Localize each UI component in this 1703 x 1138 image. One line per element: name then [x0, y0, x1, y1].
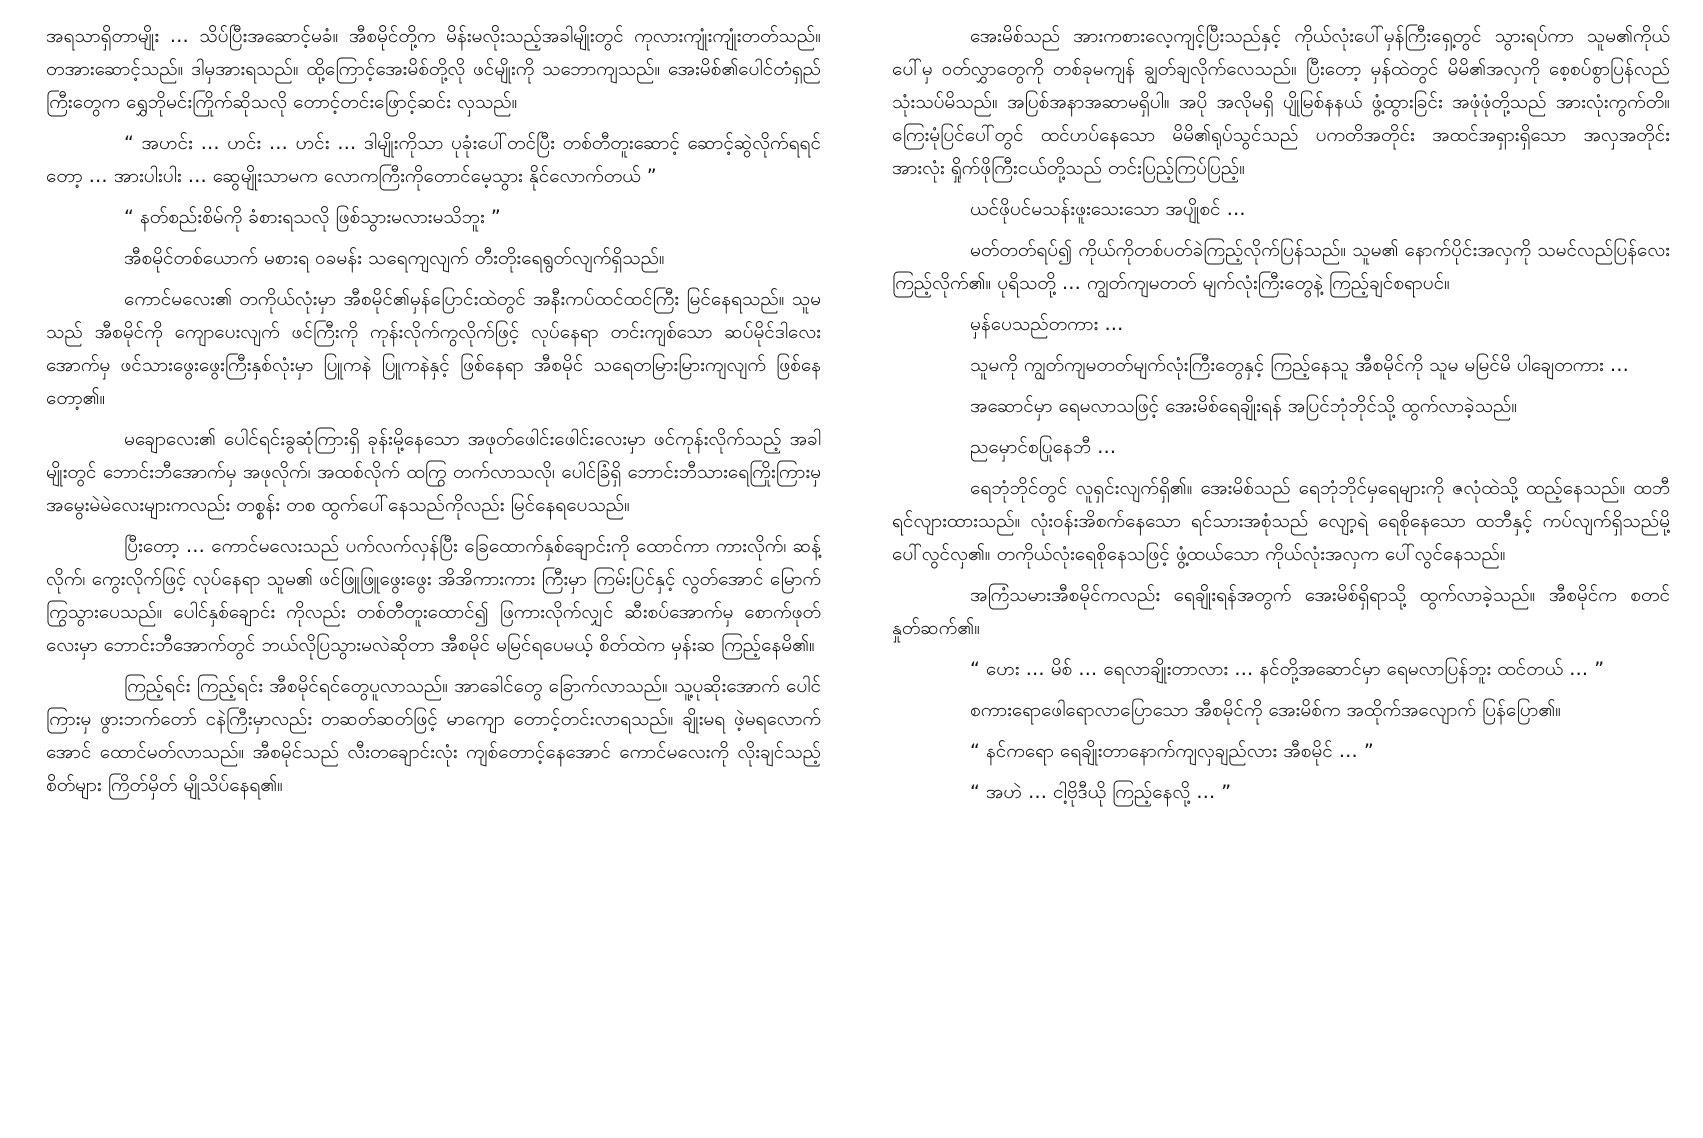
paragraph: စကားရောဖေါရောလာပြောသော အီစမိုင်ကို အေးမိစ်က အထိုက်အလျောက် ပြန်ပြော၏။	[970, 699, 1562, 721]
paragraph: အီစမိုင်တစ်ယောက် မစားရ ဝခမန်း သရေကျလျက် တီးတိုးရေရွတ်လျက်ရှိသည်။	[124, 247, 665, 269]
paragraph: ယင်ဖိုပင်မသန်းဖူးသေးသော အပျိုစင် …	[970, 198, 1246, 220]
left-page	[46, 20, 821, 810]
paragraph: ညမှောင်စပြုနေဘီ …	[970, 436, 1117, 458]
paragraph: “ အဟဲ … ငါ့ဗိုဒီယို ကြည့်နေလို့ … ”	[970, 781, 1232, 803]
paragraph: သူမကို ကျွတ်ကျမတတ်မျက်လုံးကြီးတွေနှင့် ကြည့်နေသူ အီစမိုင်ကို သူမ မမြင်မိ ပါချေတကား …	[970, 354, 1629, 376]
paragraph: အေးမိစ်သည် အားကစားလေ့ကျင့်ပြီးသည်နှင့် ကိုယ်လုံးပေါ်မှန်ကြီးရှေ့တွင် သွားရပ်ကာ သူမ၏ကိုယ်ပေါ်မှ ဝတ်လွှာတွေကို တစ်ခုမကျန် ချွတ်ချလိုက်လေသည်။ ပြီးတော့ မှန်ထဲတွင် မိမိ၏အလှကို စေ့စပ်စွာပြန်လည်သုံးသပ်မိသည်။ အပြစ်အနာအဆာမရှိပါ။ အပို အလိုမရှိ ပျိုမြစ်နနယ် ဖွံ့ထွားခြင်း အဖုံဖုံတို့သည် အားလုံးကွက်တိ။ ကြေးမုံပြင်ပေါ်တွင် ထင်ဟပ်နေသော မိမိ၏ရုပ်သွင်သည် ပကတိအတိုင်း အထင်အရှားရှိသော အလှအတိုင်း အားလုံး ရှိုက်ဖိုကြီးငယ်တို့သည် တင်းပြည့်ကြပ်ပြည့်။	[892, 25, 1670, 179]
paragraph: အကြံသမားအီစမိုင်ကလည်း ရေချိုးရန်အတွက် အေးမိစ်ရှိရာသို့ ထွက်လာခဲ့သည်။ အီစမိုင်က စတင်နှုတ်ဆက်၏။	[892, 584, 1670, 639]
paragraph: အရသာရှိတာမျိုး … သိပ်ပြီးအဆောင့်မခံ။ အီစမိုင်တို့က မိန်းမလိုးသည့်အခါမျိုးတွင် ကုလားကျုံးကျုံးတတ်သည်။ တအားဆောင့်သည်။ ဒါမှအားရသည်။ ထို့ကြောင့်အေးမိစ်တို့လို ဖင်မျိုးကို သဘောကျသည်။ အေးမိစ်၏ပေါင်တံရှည်ကြီးတွေက ရွှေဘိုမင်းကြိုက်ဆိုသလို တောင့်တင်းဖြောင့်ဆင်း လှသည်။	[46, 25, 821, 113]
paragraph: ကောင်မလေး၏ တကိုယ်လုံးမှာ အီစမိုင်၏မှန်ပြောင်းထဲတွင် အနီးကပ်ထင်ထင်ကြီး မြင်နေရသည်။ သူမသည် အီစမိုင်ကို ကျောပေးလျက် ဖင်ကြီးကို ကုန်းလိုက်ကွလိုက်ဖြင့် လုပ်နေရာ တင်းကျစ်သော ဆပ်မိုင်ဒါလေးအောက်မှ ဖင်သားဖွေးဖွေးကြီးနှစ်လုံးမှာ ပြူကနဲ ပြူကနဲနှင့် ဖြစ်နေရာ အီစမိုင် သရေတမြားမြားကျလျက် ဖြစ်နေတော့၏။	[46, 288, 821, 409]
paragraph: မှန်ပေသည်တကား …	[970, 313, 1124, 335]
paragraph: မချောလေး၏ ပေါင်ရင်းခွဆုံကြားရှိ ခုန်းမို့နေသော အဖုတ်ဖေါင်းဖေါင်းလေးမှာ ဖင်ကုန်းလိုက်သည့် အခါမျိုးတွင် ဘောင်းဘီအောက်မှ အဖုလိုက်၊ အထစ်လိုက် ထကြွ တက်လာသလို၊ ပေါင်ခြံရှိ ဘောင်းဘီသားရေကြိုးကြားမှ အမွေးမဲမဲလေးများကလည်း တစ္စန်း တစ ထွက်ပေါ်နေသည်ကိုလည်း မြင်နေရပေသည်။	[46, 428, 821, 516]
paragraph: ကြည့်ရင်း ကြည့်ရင်း အီစမိုင်ရင်တွေပူလာသည်။ အာခေါင်တွေ ခြောက်လာသည်။ သူ့ပုဆိုးအောက် ပေါင်ကြားမှ ဖွားဘက်တော် ငနဲကြီးမှာလည်း တဆတ်ဆတ်ဖြင့် မာကျော တောင့်တင်းလာရသည်။ ချိုးမရ ဖဲ့မရလောက်အောင် ထောင်မတ်လာသည်။ အီစမိုင်သည် လီးတချောင်းလုံး ကျစ်တောင့်နေအောင် ကောင်မလေးကို လိုးချင်သည့်စိတ်များ ကြိတ်မှိတ် မျိုသိပ်နေရ၏။	[46, 675, 821, 796]
paragraph: “ နင်ကရော ရေချိုးတာနောက်ကျလှချည်လား အီစမိုင် … ”	[970, 740, 1374, 762]
paragraph: မတ်တတ်ရပ်၍ ကိုယ်ကိုတစ်ပတ်ခဲကြည့်လိုက်ပြန်သည်။ သူမ၏ နောက်ပိုင်းအလှကို သမင်လည်ပြန်လေး ကြည့်လိုက်၏။ ပုရိသတို့ … ကျွတ်ကျမတတ် မျက်လုံးကြီးတွေနဲ့ ကြည့်ချင်စရာပင်။	[892, 239, 1670, 294]
paragraph: “ နတ်စည်းစိမ်ကို ခံစားရသလို ဖြစ်သွားမလားမသိဘူး ”	[124, 206, 501, 228]
paragraph: “ ဟေး … မိစ် … ရေလာချိုးတာလား … နင်တို့အဆောင်မှာ ရေမလာပြန်ဘူး ထင်တယ် … ”	[970, 658, 1605, 680]
paragraph: ပြီးတော့ … ကောင်မလေးသည် ပက်လက်လှန်ပြီး ခြေထောက်နှစ်ချောင်းကို ထောင်ကာ ကားလိုက်၊ ဆန့်လိုက်၊ ကွေးလိုက်ဖြင့် လုပ်နေရာ သူမ၏ ဖင်ဖြူဖြူဖွေးဖွေး အိအိကားကား ကြီးမှာ ကြမ်းပြင်နှင့် လွတ်အောင် မြောက်ကြွသွားပေသည်။ ပေါင်နှစ်ချောင်း ကိုလည်း တစ်တီတူးထောင်၍ ဖြကားလိုက်လျှင် ဆီးစပ်အောက်မှ စောက်ဖုတ်လေးမှာ ဘောင်းဘီအောက်တွင် ဘယ်လိုပြသွားမလဲဆိုတာ အီစမိုင် မမြင်ရပေမယ့် စိတ်ထဲက မှန်းဆ ကြည့်နေမိ၏။	[46, 535, 821, 656]
right-page	[892, 20, 1670, 817]
paragraph: ရေဘုံဘိုင်တွင် လူရှင်းလျက်ရှိ၏။ အေးမိစ်သည် ရေဘုံဘိုင်မှရေများကို ဇလုံထဲသို့ ထည့်နေသည်။ ထဘီရင်လျားထားသည်။ လုံးဝန်းအိစက်နေသော ရင်သားအစုံသည် လျော့ရဲ ရေစိုနေသော ထဘီနှင့် ကပ်လျက်ရှိသည်မို့ ပေါ်လွင်လှ၏။ တကိုယ်လုံးရေစိုနေသဖြင့် ဖွံ့ထယ်သော ကိုယ်လုံးအလှက ပေါ်လွင်နေသည်။	[892, 477, 1670, 565]
paragraph: “ အဟင်း … ဟင်း … ဟင်း … ဒါမျိုးကိုသာ ပုခုံးပေါ်တင်ပြီး တစ်တီတူးဆောင့် ဆောင့်ဆွဲလိုက်ရရင်တော့ … အားပါးပါး … ဆွေမျိုးသာမက လောကကြီးကိုတောင်မေ့သွား နိုင်လောက်တယ် ”	[46, 132, 821, 187]
paragraph: အဆောင်မှာ ရေမလာသဖြင့် အေးမိစ်ရေချိုးရန် အပြင်ဘုံဘိုင်သို့ ထွက်လာခဲ့သည်။	[970, 395, 1518, 417]
